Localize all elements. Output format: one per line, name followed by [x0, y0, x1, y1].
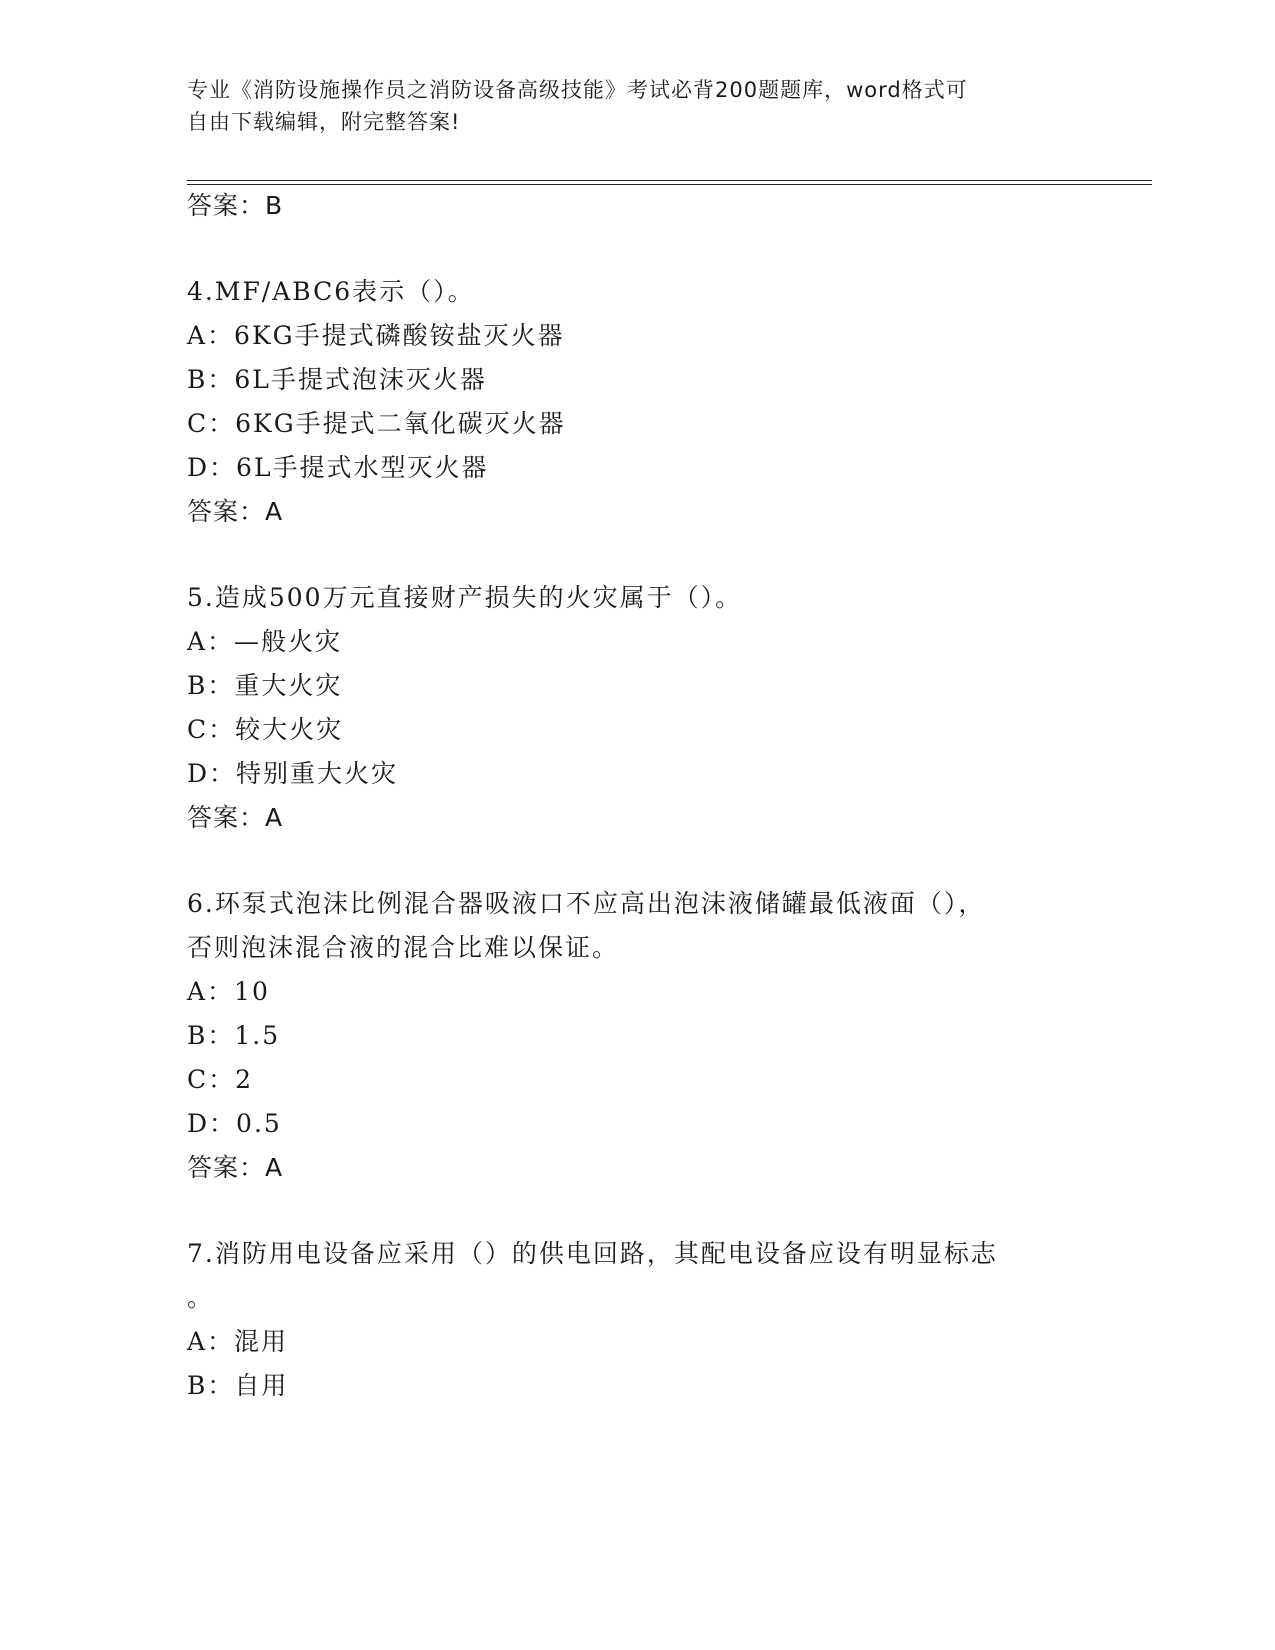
answer-q3: 答案：B — [187, 191, 284, 220]
option-6b: B：1.5 — [187, 1021, 281, 1050]
answer-q6: 答案：A — [187, 1153, 284, 1182]
answer-q4: 答案：A — [187, 497, 284, 526]
option-6a: A：10 — [187, 977, 270, 1006]
option-5c: C：较大火灾 — [187, 715, 344, 744]
option-6d: D：0.5 — [187, 1109, 282, 1138]
option-6c: C：2 — [187, 1065, 254, 1094]
option-5d: D：特别重大火灾 — [187, 759, 399, 788]
question-6-line-1: 6.环泵式泡沫比例混合器吸液口不应高出泡沫液储罐最低液面（）， — [187, 889, 986, 918]
option-5a: A：—般火灾 — [187, 627, 343, 656]
question-6-line-2: 否则泡沫混合液的混合比难以保证。 — [187, 933, 620, 962]
option-4b: B：6L手提式泡沫灭火器 — [187, 365, 487, 394]
option-4d: D：6L手提式水型灭火器 — [187, 453, 489, 482]
option-7a: A：混用 — [187, 1327, 289, 1356]
header-line-1: 专业《消防设施操作员之消防设备高级技能》考试必背200题题库，word格式可 — [187, 78, 968, 102]
header-divider-top — [187, 180, 1152, 181]
question-4: 4.MF/ABC6表示（）。 — [187, 277, 475, 306]
option-7b: B：自用 — [187, 1371, 289, 1400]
header-divider-bottom — [187, 184, 1152, 185]
option-4a: A：6KG手提式磷酸铵盐灭火器 — [187, 321, 565, 350]
document-header — [187, 74, 1067, 138]
question-7-line-1: 7.消防用电设备应采用（）的供电回路，其配电设备应设有明显标志 — [187, 1239, 998, 1268]
header-line-2: 自由下载编辑，附完整答案! — [187, 110, 461, 134]
option-4c: C：6KG手提式二氧化碳灭火器 — [187, 409, 566, 438]
answer-q5: 答案：A — [187, 803, 284, 832]
option-5b: B：重大火灾 — [187, 671, 343, 700]
question-7-line-2: 。 — [187, 1283, 215, 1312]
question-5: 5.造成500万元直接财产损失的火灾属于（）。 — [187, 583, 743, 612]
